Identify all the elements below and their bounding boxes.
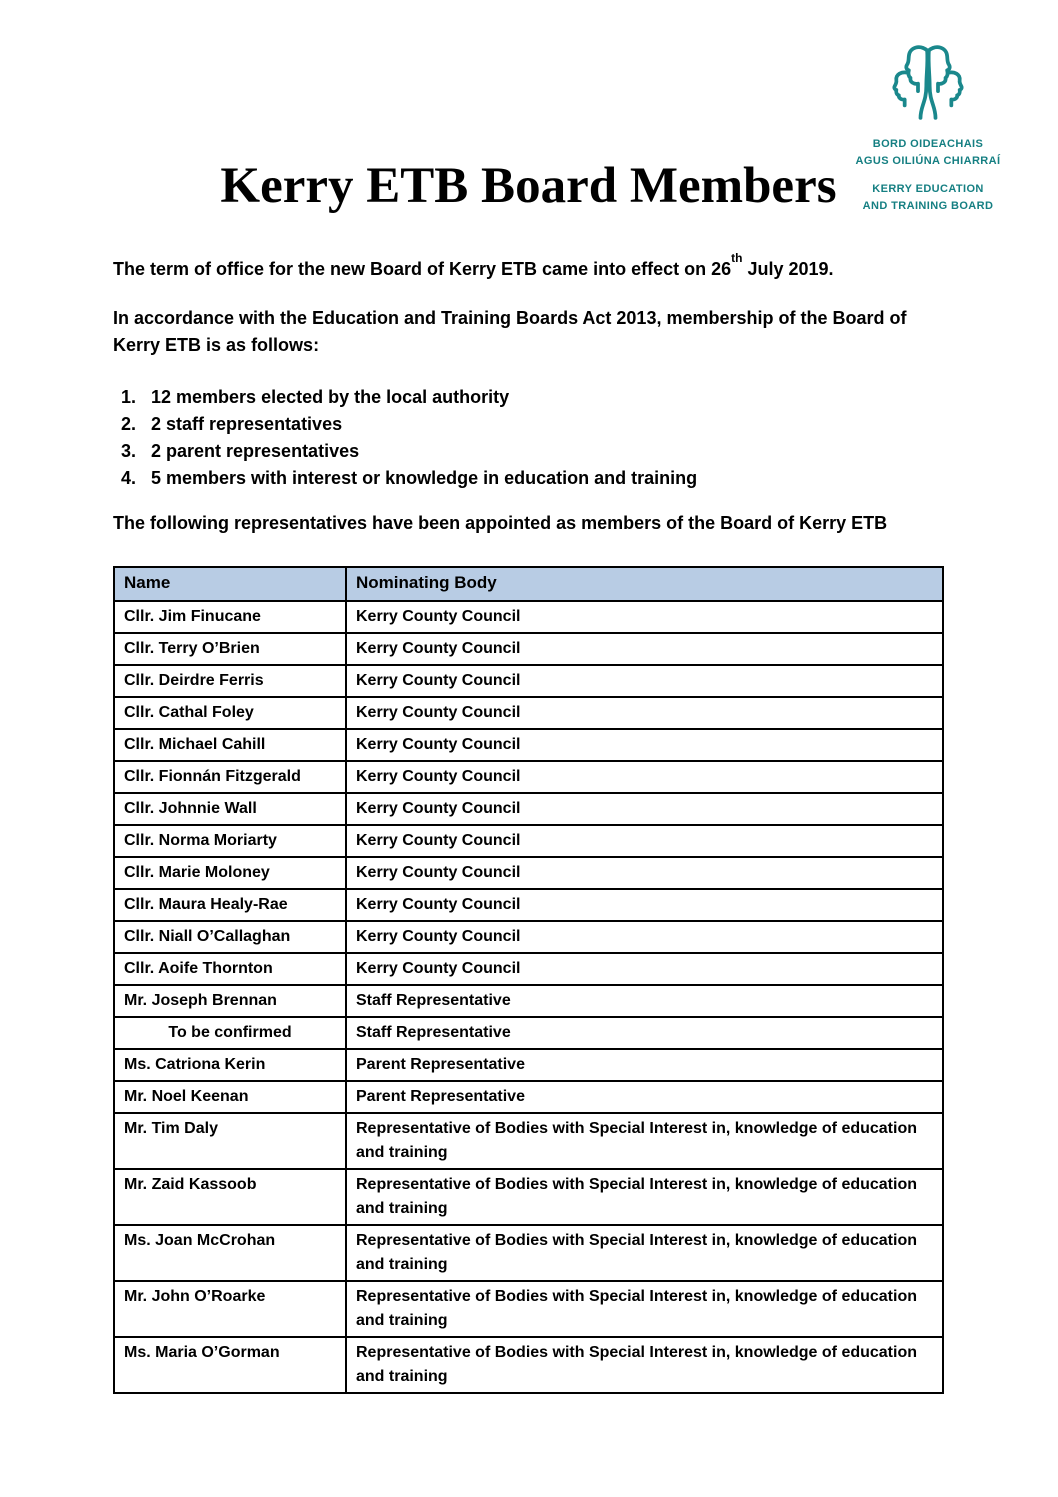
intro-paragraph-term-of-office <box>113 251 953 283</box>
member-name-cell: Cllr. Aoife Thornton <box>114 953 346 985</box>
member-name-cell: Cllr. Johnnie Wall <box>114 793 346 825</box>
table-row <box>114 921 943 953</box>
logo-line: BORD OIDEACHAIS <box>872 138 984 150</box>
table-row <box>114 1049 943 1081</box>
member-name-cell: Cllr. Fionnán Fitzgerald <box>114 761 346 793</box>
member-name-cell: Ms. Maria O’Gorman <box>114 1337 346 1393</box>
table-row <box>114 793 943 825</box>
member-name-cell: Ms. Joan McCrohan <box>114 1225 346 1281</box>
member-name-cell: Cllr. Cathal Foley <box>114 697 346 729</box>
table-row <box>114 729 943 761</box>
paragraph-text: July 2019. <box>742 259 834 279</box>
list-item <box>121 411 697 438</box>
member-name-cell: Ms. Catriona Kerin <box>114 1049 346 1081</box>
member-name-cell: Mr. John O’Roarke <box>114 1281 346 1337</box>
intro-paragraph-act-2013: In accordance with the Education and Training Boards Act 2013, membership of the Board of Kerry ETB is as follows: <box>113 308 907 355</box>
nominating-body-cell: Representative of Bodies with Special Interest in, knowledge of education and training <box>346 1337 943 1393</box>
table-row <box>114 1225 943 1281</box>
nominating-body-cell: Kerry County Council <box>346 761 943 793</box>
table-row <box>114 1337 943 1393</box>
table-row <box>114 1169 943 1225</box>
list-item-text: 2 staff representatives <box>151 414 343 434</box>
table-row <box>114 1281 943 1337</box>
member-name-cell: Mr. Zaid Kassoob <box>114 1169 346 1225</box>
table-row <box>114 953 943 985</box>
membership-list <box>121 384 697 492</box>
table-row <box>114 985 943 1017</box>
logo-line: AGUS OILIÚNA CHIARRAÍ <box>855 155 1001 167</box>
two-faces-tree-icon <box>878 36 978 128</box>
nominating-body-cell: Kerry County Council <box>346 729 943 761</box>
ordinal-superscript: th <box>731 251 743 265</box>
member-name-cell: Cllr. Jim Finucane <box>114 601 346 633</box>
member-name-cell: Cllr. Deirdre Ferris <box>114 665 346 697</box>
nominating-body-cell: Staff Representative <box>346 985 943 1017</box>
list-item <box>121 465 697 492</box>
table-header-row <box>114 567 943 601</box>
list-item <box>121 438 697 465</box>
paragraph-text: The term of office for the new Board of Kerry ETB came into effect on 26 <box>113 259 732 279</box>
nominating-body-cell: Staff Representative <box>346 1017 943 1049</box>
member-name-cell: Cllr. Terry O’Brien <box>114 633 346 665</box>
member-name-cell: To be confirmed <box>114 1017 346 1049</box>
member-name-cell: Cllr. Marie Moloney <box>114 857 346 889</box>
table-row <box>114 1081 943 1113</box>
logo-line: AND TRAINING BOARD <box>862 200 994 212</box>
member-name-cell: Cllr. Michael Cahill <box>114 729 346 761</box>
list-item <box>121 384 697 411</box>
table-row <box>114 601 943 633</box>
list-item-number: 3. <box>121 441 137 461</box>
list-item-number: 2. <box>121 414 137 434</box>
nominating-body-cell: Kerry County Council <box>346 921 943 953</box>
column-header-name: Name <box>114 567 346 601</box>
nominating-body-cell: Representative of Bodies with Special Interest in, knowledge of education and training <box>346 1169 943 1225</box>
table-row <box>114 761 943 793</box>
table-row <box>114 889 943 921</box>
member-name-cell: Cllr. Norma Moriarty <box>114 825 346 857</box>
member-name-cell: Mr. Joseph Brennan <box>114 985 346 1017</box>
intro-paragraph-appointed: The following representatives have been appointed as members of the Board of Kerry ETB <box>113 513 888 533</box>
list-item-number: 1. <box>121 387 137 407</box>
table-row <box>114 1017 943 1049</box>
table-row <box>114 1113 943 1169</box>
nominating-body-cell: Representative of Bodies with Special Interest in, knowledge of education and training <box>346 1281 943 1337</box>
column-header-nominating-body: Nominating Body <box>346 567 943 601</box>
nominating-body-cell: Representative of Bodies with Special Interest in, knowledge of education and training <box>346 1225 943 1281</box>
list-item-text: 5 members with interest or knowledge in education and training <box>151 468 698 488</box>
nominating-body-cell: Representative of Bodies with Special Interest in, knowledge of education and training <box>346 1113 943 1169</box>
table-row <box>114 697 943 729</box>
table-row <box>114 825 943 857</box>
board-members-table <box>113 566 944 1394</box>
nominating-body-cell: Parent Representative <box>346 1081 943 1113</box>
page-title: Kerry ETB Board Members <box>220 158 837 214</box>
nominating-body-cell: Kerry County Council <box>346 793 943 825</box>
nominating-body-cell: Kerry County Council <box>346 601 943 633</box>
nominating-body-cell: Kerry County Council <box>346 665 943 697</box>
member-name-cell: Mr. Noel Keenan <box>114 1081 346 1113</box>
nominating-body-cell: Parent Representative <box>346 1049 943 1081</box>
nominating-body-cell: Kerry County Council <box>346 697 943 729</box>
list-item-text: 12 members elected by the local authority <box>151 387 510 407</box>
list-item-number: 4. <box>121 468 137 488</box>
list-item-text: 2 parent representatives <box>151 441 360 461</box>
logo-line: KERRY EDUCATION <box>872 183 984 195</box>
table-row <box>114 633 943 665</box>
nominating-body-cell: Kerry County Council <box>346 857 943 889</box>
table-row <box>114 665 943 697</box>
nominating-body-cell: Kerry County Council <box>346 633 943 665</box>
nominating-body-cell: Kerry County Council <box>346 889 943 921</box>
member-name-cell: Mr. Tim Daly <box>114 1113 346 1169</box>
member-name-cell: Cllr. Niall O’Callaghan <box>114 921 346 953</box>
table-row <box>114 857 943 889</box>
nominating-body-cell: Kerry County Council <box>346 825 943 857</box>
nominating-body-cell: Kerry County Council <box>346 953 943 985</box>
member-name-cell: Cllr. Maura Healy-Rae <box>114 889 346 921</box>
